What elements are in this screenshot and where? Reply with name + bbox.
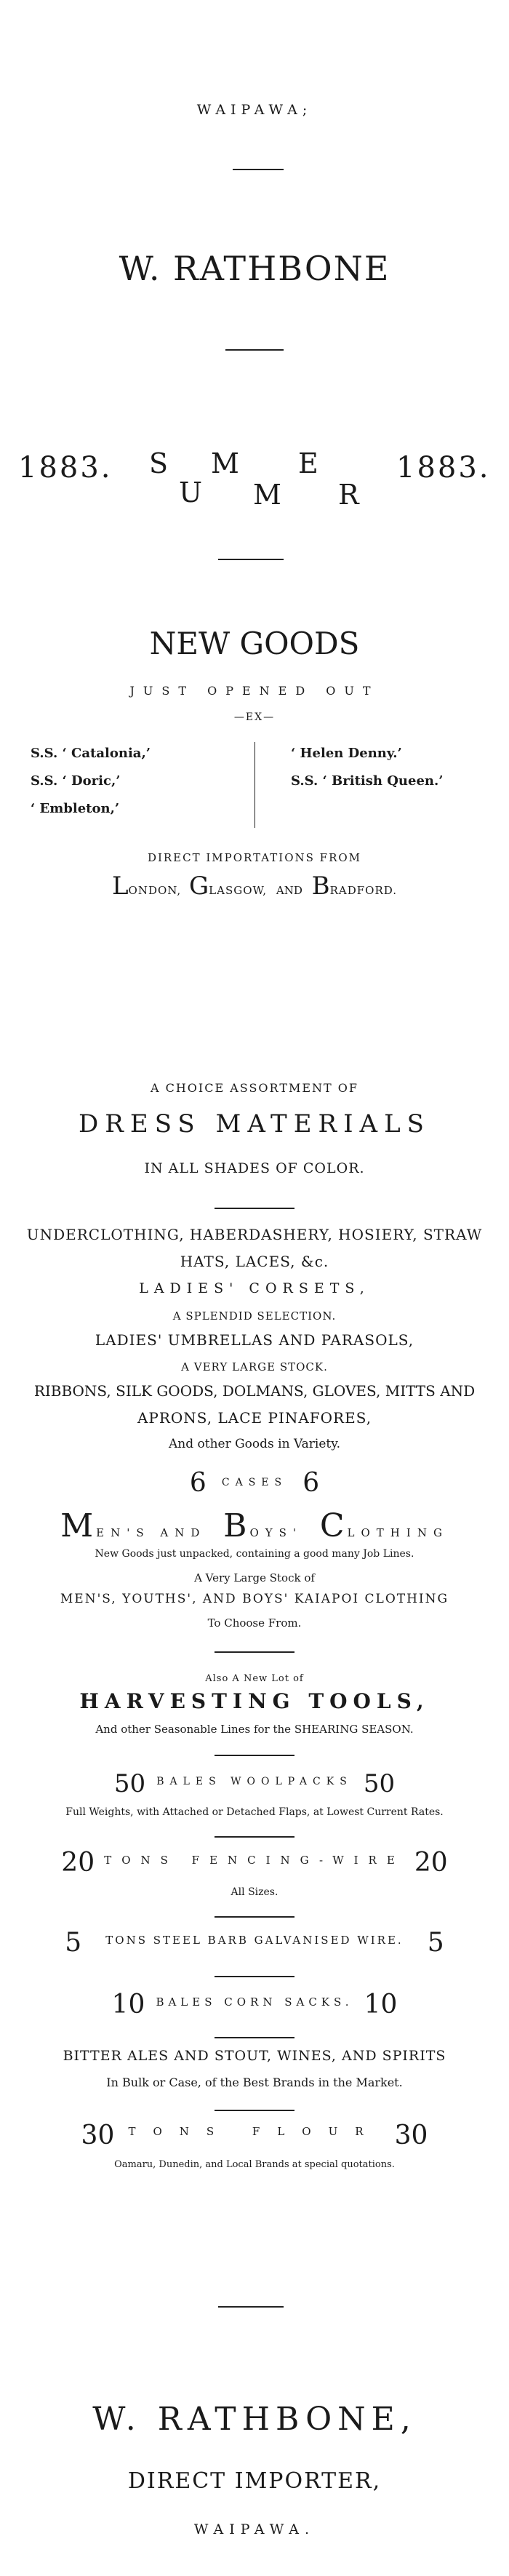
flour-word: TONS FLOUR: [128, 2125, 381, 2138]
merchant-name: W. RATHBONE: [119, 249, 390, 288]
header-town: WAIPAWA;: [196, 102, 313, 118]
footer-town: WAIPAWA.: [193, 2521, 316, 2537]
year-left: 1883.: [18, 451, 113, 485]
woolpacks-count: 50: [113, 1769, 146, 1798]
city-initial: B: [311, 872, 330, 901]
flour-note: Oamaru, Dunedin, and Local Brands at special quotations.: [114, 2159, 395, 2170]
barb-heading: [0, 1928, 509, 1958]
harvest-note: And other Seasonable Lines for the SHEARING SEASON.: [95, 1723, 414, 1736]
dress-tail: IN ALL SHADES OF COLOR.: [144, 1160, 365, 1176]
city-initial: G: [188, 872, 209, 901]
sacks-count: 10: [364, 1990, 398, 2019]
divider: [233, 169, 284, 170]
ship-name: S.S. ‘ British Queen.’: [291, 773, 444, 789]
city-name: RADFORD.: [329, 884, 398, 897]
divider: [215, 1836, 294, 1838]
new-goods-subtitle: JUST OPENED OUT: [129, 684, 380, 698]
divider: [215, 1651, 294, 1653]
barb-count: 5: [427, 1928, 444, 1958]
clothing-initial: C: [319, 1507, 348, 1544]
ship-name: S.S. ‘ Doric,’: [31, 773, 121, 789]
footer-role: DIRECT IMPORTER,: [127, 2468, 382, 2494]
corsets-line: LADIES' CORSETS,: [139, 1280, 370, 1296]
year-right: 1883.: [396, 451, 491, 485]
dress-title: DRESS MATERIALS: [79, 1109, 430, 1139]
fencing-heading: [0, 1848, 509, 1878]
dress-lead: A CHOICE ASSORTMENT OF: [150, 1081, 359, 1095]
haberdashery-line: UNDERCLOTHING, HABERDASHERY, HOSIERY, STRAW: [26, 1226, 483, 1243]
woolpacks-heading: [0, 1769, 509, 1798]
clothing-heading: [0, 1507, 509, 1544]
umbrellas-line: LADIES' UMBRELLAS AND PARASOLS,: [95, 1331, 414, 1349]
import-cities: [0, 872, 509, 901]
flour-heading: [0, 2121, 509, 2150]
city-separator: AND: [276, 884, 302, 897]
clothing-initial: M: [60, 1507, 97, 1544]
divider: [215, 2037, 294, 2038]
season-letter: R: [338, 479, 359, 511]
city-initial: L: [111, 872, 129, 901]
ales-title: BITTER ALES AND STOUT, WINES, AND SPIRITS: [63, 2048, 446, 2064]
divider: [218, 2306, 284, 2308]
ales-note: In Bulk or Case, of the Best Brands in the Market.: [106, 2075, 403, 2089]
new-goods-note: New Goods just unpacked, containing a good many Job Lines.: [95, 1548, 414, 1560]
splendid-line: A SPLENDID SELECTION.: [172, 1309, 337, 1323]
divider: [215, 2110, 294, 2111]
divider: [225, 349, 284, 351]
sacks-count: 10: [111, 1990, 145, 2019]
city-name: LASGOW,: [209, 884, 268, 897]
fencing-note: All Sizes.: [231, 1886, 278, 1898]
fencing-count: 20: [61, 1848, 95, 1878]
import-line: DIRECT IMPORTATIONS FROM: [147, 851, 362, 864]
divider: [215, 1976, 294, 1977]
cases-heading: [0, 1468, 509, 1498]
city-name: ONDON,: [128, 884, 182, 897]
cases-word: CASES: [221, 1477, 288, 1488]
season-letter: E: [298, 447, 318, 479]
clothing-word: EN'S AND: [96, 1526, 207, 1539]
ship-name: ‘ Helen Denny.’: [291, 746, 402, 761]
cases-count: 6: [189, 1468, 207, 1498]
clothing-word: OYS': [249, 1526, 303, 1539]
kaiapoi-line: MEN'S, YOUTHS', AND BOYS' KAIAPOI CLOTHING: [60, 1592, 449, 1606]
footer-merchant: W. RATHBONE,: [92, 2401, 417, 2438]
fencing-count: 20: [414, 1848, 448, 1878]
other-goods-line: And other Goods in Variety.: [168, 1437, 341, 1451]
divider: [215, 1208, 294, 1209]
barb-word: TONS STEEL BARB GALVANISED WIRE.: [105, 1934, 404, 1947]
new-goods-title: NEW GOODS: [149, 626, 360, 661]
woolpacks-count: 50: [363, 1769, 396, 1798]
ship-name: S.S. ‘ Catalonia,’: [31, 746, 151, 761]
ship-name: ‘ Embleton,’: [31, 801, 120, 816]
sacks-word: BALES CORN SACKS.: [156, 1995, 353, 2009]
harvest-title: HARVESTING TOOLS,: [79, 1689, 430, 1713]
fencing-word: TONS FENCING-WIRE: [104, 1854, 405, 1867]
flour-count: 30: [394, 2121, 428, 2150]
woolpacks-word: BALES WOOLPACKS: [156, 1776, 353, 1787]
divider: [215, 1916, 294, 1918]
ribbons-line: APRONS, LACE PINAFORES,: [137, 1409, 372, 1427]
ex-label: —EX—: [233, 711, 276, 723]
cases-count: 6: [302, 1468, 320, 1498]
season-letter: M: [253, 479, 281, 511]
season-letter: U: [179, 476, 203, 509]
large-stock-line: A VERY LARGE STOCK.: [181, 1360, 328, 1373]
divider: [215, 1755, 294, 1756]
large-stock-of: A Very Large Stock of: [194, 1571, 315, 1584]
clothing-initial: B: [223, 1507, 250, 1544]
choose-line: To Choose From.: [207, 1616, 302, 1630]
season-letter: M: [211, 447, 239, 479]
flour-count: 30: [81, 2121, 115, 2150]
barb-count: 5: [65, 1928, 82, 1958]
clothing-word: LOTHING: [347, 1526, 449, 1539]
divider: [218, 559, 284, 560]
woolpacks-note: Full Weights, with Attached or Detached Flaps, at Lowest Current Rates.: [65, 1806, 444, 1818]
haberdashery-line: HATS, LACES, &c.: [180, 1253, 329, 1270]
season-letter: S: [149, 447, 169, 479]
sacks-heading: [0, 1990, 509, 2019]
ships-divider: [254, 742, 255, 828]
ribbons-line: RIBBONS, SILK GOODS, DOLMANS, GLOVES, MITTS AND: [33, 1382, 476, 1400]
harvest-lead: Also A New Lot of: [205, 1673, 304, 1684]
